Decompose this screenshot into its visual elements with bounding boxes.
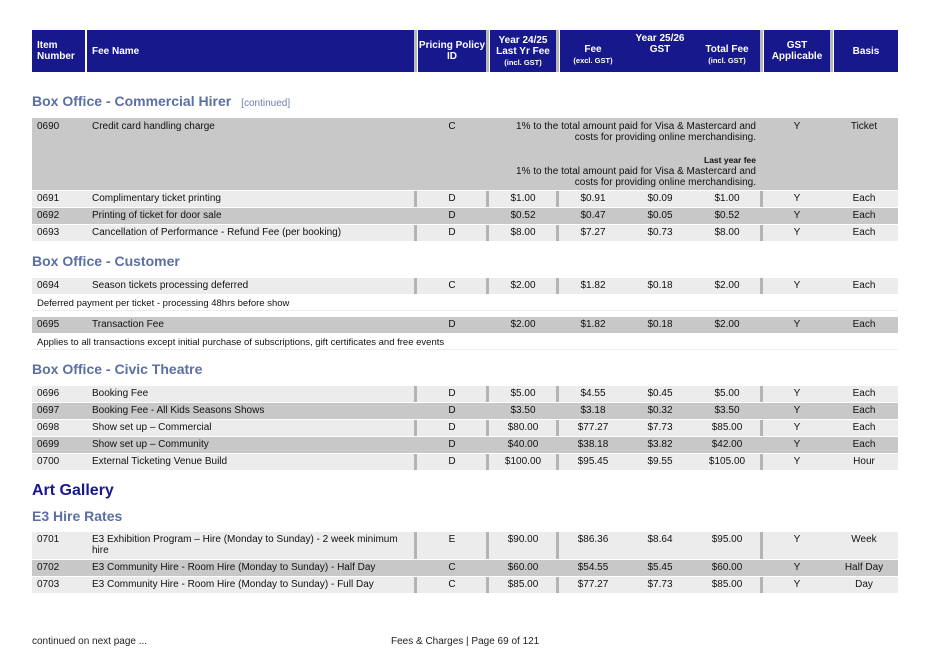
total-fee: $5.00 <box>714 388 740 399</box>
item-number: 0698 <box>37 422 60 433</box>
gst-amount: $7.73 <box>647 422 673 433</box>
last-yr-fee: $60.00 <box>507 562 539 573</box>
last-yr-fee: $40.00 <box>507 439 539 450</box>
column-divider <box>760 225 763 241</box>
item-number: 0703 <box>37 579 60 590</box>
fee-name: E3 Exhibition Program – Hire (Monday to Sunday) - 2 week minimum hire <box>92 534 398 556</box>
column-divider <box>486 454 489 470</box>
header-total-fee-label: Total Fee <box>705 44 749 55</box>
header-pricing-policy: Pricing Policy ID <box>418 30 486 72</box>
header-fee <box>560 44 626 66</box>
fee-name: External Ticketing Venue Build <box>92 456 228 467</box>
column-divider <box>414 560 417 576</box>
item-number: 0699 <box>37 439 60 450</box>
pricing-policy: C <box>448 562 456 573</box>
basis: Day <box>855 579 873 590</box>
header-basis: Basis <box>834 30 898 72</box>
item-number: 0700 <box>37 456 60 467</box>
gst-amount: $9.55 <box>647 456 673 467</box>
column-divider <box>414 191 417 207</box>
fee-excl-gst: $3.18 <box>580 405 606 416</box>
table-row <box>32 403 898 419</box>
column-divider <box>760 577 763 593</box>
gst-applicable: Y <box>793 227 801 238</box>
section-title-customer: Box Office - Customer <box>32 253 180 269</box>
table-row <box>32 532 898 559</box>
table-row <box>32 437 898 453</box>
gst-amount: $0.45 <box>647 388 673 399</box>
column-divider <box>556 386 559 402</box>
last-yr-fee: $2.00 <box>510 280 536 291</box>
gst-applicable: Y <box>793 280 801 291</box>
last-yr-fee: $85.00 <box>507 579 539 590</box>
basis: Each <box>852 193 876 204</box>
item-number: 0692 <box>37 210 60 221</box>
pricing-policy: E <box>448 534 456 545</box>
last-yr-fee: $1.00 <box>510 193 536 204</box>
item-number: 0696 <box>37 388 60 399</box>
column-divider <box>414 208 417 224</box>
row-note: Deferred payment per ticket - processing 48hrs before show <box>32 296 898 311</box>
basis: Each <box>852 280 876 291</box>
column-divider <box>486 278 489 294</box>
total-fee: $2.00 <box>714 319 740 330</box>
column-divider <box>760 560 763 576</box>
last-yr-fee: $5.00 <box>510 388 536 399</box>
total-fee: $0.52 <box>714 210 740 221</box>
column-divider <box>414 278 417 294</box>
section-title-text: Box Office - Commercial Hirer <box>32 93 232 109</box>
column-divider <box>760 454 763 470</box>
last-year-description: 1% to the total amount paid for Visa & Mastercard and costs for providing online merchandising. <box>516 166 756 188</box>
total-fee: $85.00 <box>711 579 743 590</box>
header-divider <box>830 30 833 72</box>
table-row <box>32 420 898 436</box>
gst-applicable: Y <box>793 439 801 450</box>
gst-applicable: Y <box>793 319 801 330</box>
total-fee: $60.00 <box>711 562 743 573</box>
fee-excl-gst: $38.18 <box>577 439 609 450</box>
column-divider <box>414 317 417 333</box>
fee-name: Show set up – Community <box>92 439 209 450</box>
last-yr-fee: $2.00 <box>510 319 536 330</box>
pricing-policy: C <box>448 579 456 590</box>
last-year-label: Last year fee <box>704 155 756 165</box>
gst-applicable: Y <box>793 193 801 204</box>
section-title-art-gallery: Art Gallery <box>32 482 114 499</box>
total-fee: $1.00 <box>714 193 740 204</box>
gst-applicable: Y <box>793 534 801 545</box>
total-fee: $2.00 <box>714 280 740 291</box>
column-divider <box>760 317 763 333</box>
fee-excl-gst: $86.36 <box>577 534 609 545</box>
basis: Each <box>852 422 876 433</box>
column-divider <box>486 577 489 593</box>
gst-applicable: Y <box>793 210 801 221</box>
basis: Each <box>852 210 876 221</box>
header-total-incl-gst: (incl. GST) <box>708 56 746 65</box>
last-yr-fee: $80.00 <box>507 422 539 433</box>
table-row <box>32 560 898 576</box>
gst-amount: $0.73 <box>647 227 673 238</box>
column-divider <box>556 191 559 207</box>
header-incl-gst: (incl. GST) <box>504 57 542 67</box>
basis: Each <box>852 388 876 399</box>
fee-name: Show set up – Commercial <box>92 422 212 433</box>
fee-name: Transaction Fee <box>92 319 164 330</box>
section-title-e3: E3 Hire Rates <box>32 508 123 524</box>
gst-amount: $7.73 <box>647 579 673 590</box>
column-divider <box>486 403 489 419</box>
row-note: Applies to all transactions except initial purchase of subscriptions, gift certificates and free events <box>32 335 898 350</box>
table-row <box>32 278 898 294</box>
column-divider <box>486 191 489 207</box>
header-total-fee <box>694 44 760 66</box>
fee-excl-gst: $1.82 <box>580 280 606 291</box>
fee-excl-gst: $77.27 <box>577 579 609 590</box>
column-divider <box>760 420 763 436</box>
header-gst <box>627 44 693 55</box>
total-fee: $105.00 <box>708 456 746 467</box>
item-number: 0691 <box>37 193 60 204</box>
column-divider <box>414 577 417 593</box>
column-divider <box>556 278 559 294</box>
page-number: Fees & Charges | Page 69 of 121 <box>391 636 540 647</box>
column-divider <box>556 403 559 419</box>
gst-applicable: Y <box>793 562 801 573</box>
continued-label: [continued] <box>241 98 291 109</box>
total-fee: $3.50 <box>714 405 740 416</box>
table-row <box>32 577 898 593</box>
total-fee: $8.00 <box>714 227 740 238</box>
column-divider <box>486 208 489 224</box>
header-fee-label: Fee <box>584 44 602 55</box>
table-row <box>32 317 898 333</box>
pricing-policy: D <box>448 210 456 221</box>
gst-amount: $0.05 <box>647 210 673 221</box>
header-year-cur: Year 25/26 <box>635 33 685 44</box>
item-number: 0702 <box>37 562 60 573</box>
column-divider <box>760 532 763 559</box>
column-divider <box>556 532 559 559</box>
column-divider <box>486 437 489 453</box>
basis: Hour <box>853 456 875 467</box>
column-divider <box>760 403 763 419</box>
total-fee: $85.00 <box>711 422 743 433</box>
gst-applicable: Y <box>793 456 801 467</box>
column-divider <box>556 577 559 593</box>
item-number: 0701 <box>37 534 60 545</box>
column-divider <box>414 532 417 559</box>
gst-amount: $0.18 <box>647 319 673 330</box>
total-fee: $42.00 <box>711 439 743 450</box>
column-divider <box>760 278 763 294</box>
column-divider <box>760 191 763 207</box>
last-yr-fee: $3.50 <box>510 405 536 416</box>
fee-description: 1% to the total amount paid for Visa & Mastercard and costs for providing online merchandising. <box>516 121 756 143</box>
fee-name: Complimentary ticket printing <box>92 193 221 204</box>
table-row <box>32 454 898 470</box>
item-number: 0694 <box>37 280 60 291</box>
gst-applicable: Y <box>793 405 801 416</box>
column-divider <box>486 317 489 333</box>
fee-excl-gst: $54.55 <box>577 562 609 573</box>
pricing-policy: D <box>448 319 456 330</box>
header-excl-gst: (excl. GST) <box>573 56 613 65</box>
continued-note: continued on next page ... <box>32 636 148 647</box>
header-last-yr-fee <box>490 30 556 72</box>
section-title-commercial <box>32 93 290 109</box>
fee-excl-gst: $0.91 <box>580 193 606 204</box>
header-divider <box>414 30 417 72</box>
gst-amount: $8.64 <box>647 534 673 545</box>
gst-amount: $0.32 <box>647 405 673 416</box>
gst-applicable: Y <box>793 579 801 590</box>
last-yr-fee: $90.00 <box>507 534 539 545</box>
column-divider <box>414 403 417 419</box>
header-gst-label: GST <box>649 44 671 55</box>
section-title-civic: Box Office - Civic Theatre <box>32 361 203 377</box>
fee-name: E3 Community Hire - Room Hire (Monday to Sunday) - Full Day <box>92 579 374 590</box>
fee-name: E3 Community Hire - Room Hire (Monday to Sunday) - Half Day <box>92 562 376 573</box>
column-divider <box>760 437 763 453</box>
last-yr-fee: $8.00 <box>510 227 536 238</box>
gst-amount: $5.45 <box>647 562 673 573</box>
column-divider <box>556 454 559 470</box>
header-year-prev: Year 24/25 <box>498 34 548 46</box>
header-divider <box>486 30 489 72</box>
last-yr-fee: $100.00 <box>504 456 542 467</box>
fee-name: Cancellation of Performance - Refund Fee (per booking) <box>92 227 342 238</box>
fee-excl-gst: $1.82 <box>580 319 606 330</box>
column-divider <box>556 420 559 436</box>
table-row <box>32 386 898 402</box>
pricing-policy: C <box>448 121 456 132</box>
fee-excl-gst: $77.27 <box>577 422 609 433</box>
column-divider <box>414 225 417 241</box>
header-gst-applicable: GST Applicable <box>764 30 830 72</box>
header-item-number: Item Number <box>32 30 85 72</box>
basis: Ticket <box>850 121 878 132</box>
column-divider <box>486 560 489 576</box>
fee-name: Booking Fee - All Kids Seasons Shows <box>92 405 265 416</box>
column-divider <box>486 225 489 241</box>
column-divider <box>414 437 417 453</box>
pricing-policy: D <box>448 227 456 238</box>
gst-amount: $0.09 <box>647 193 673 204</box>
header-divider <box>760 30 763 72</box>
item-number: 0697 <box>37 405 60 416</box>
basis: Week <box>851 534 877 545</box>
table-row <box>32 208 898 224</box>
item-number: 0690 <box>37 121 60 132</box>
column-divider <box>414 420 417 436</box>
table-row <box>32 191 898 207</box>
item-number: 0695 <box>37 319 60 330</box>
basis: Each <box>852 227 876 238</box>
last-yr-fee: $0.52 <box>510 210 536 221</box>
gst-amount: $0.18 <box>647 280 673 291</box>
total-fee: $95.00 <box>711 534 743 545</box>
column-divider <box>556 317 559 333</box>
gst-applicable: Y <box>793 388 801 399</box>
pricing-policy: D <box>448 388 456 399</box>
fee-excl-gst: $0.47 <box>580 210 606 221</box>
column-divider <box>556 560 559 576</box>
fee-excl-gst: $95.45 <box>577 456 609 467</box>
basis: Each <box>852 319 876 330</box>
pricing-policy: D <box>448 439 456 450</box>
column-divider <box>414 386 417 402</box>
column-divider <box>556 225 559 241</box>
fee-name: Season tickets processing deferred <box>92 280 249 291</box>
table-header <box>32 30 898 72</box>
pricing-policy: D <box>448 193 456 204</box>
basis: Each <box>852 405 876 416</box>
fee-name: Printing of ticket for door sale <box>92 210 222 221</box>
item-number: 0693 <box>37 227 60 238</box>
fee-name: Credit card handling charge <box>92 121 215 132</box>
header-year-cur-group <box>560 30 760 72</box>
column-divider <box>486 386 489 402</box>
column-divider <box>486 532 489 559</box>
fee-excl-gst: $7.27 <box>580 227 606 238</box>
table-row <box>32 225 898 241</box>
column-divider <box>556 208 559 224</box>
column-divider <box>486 420 489 436</box>
column-divider <box>556 437 559 453</box>
basis: Each <box>852 439 876 450</box>
gst-applicable: Y <box>793 121 801 132</box>
header-last-yr-fee-label: Last Yr Fee <box>496 45 550 57</box>
pricing-policy: C <box>448 280 456 291</box>
fee-name: Booking Fee <box>92 388 149 399</box>
basis: Half Day <box>844 562 884 573</box>
gst-applicable: Y <box>793 422 801 433</box>
header-divider <box>556 30 559 72</box>
fee-excl-gst: $4.55 <box>580 388 606 399</box>
column-divider <box>760 208 763 224</box>
pricing-policy: D <box>448 405 456 416</box>
pricing-policy: D <box>448 422 456 433</box>
pricing-policy: D <box>448 456 456 467</box>
column-divider <box>414 454 417 470</box>
gst-amount: $3.82 <box>647 439 673 450</box>
column-divider <box>760 386 763 402</box>
header-fee-name: Fee Name <box>87 30 414 72</box>
table-row <box>32 118 898 190</box>
